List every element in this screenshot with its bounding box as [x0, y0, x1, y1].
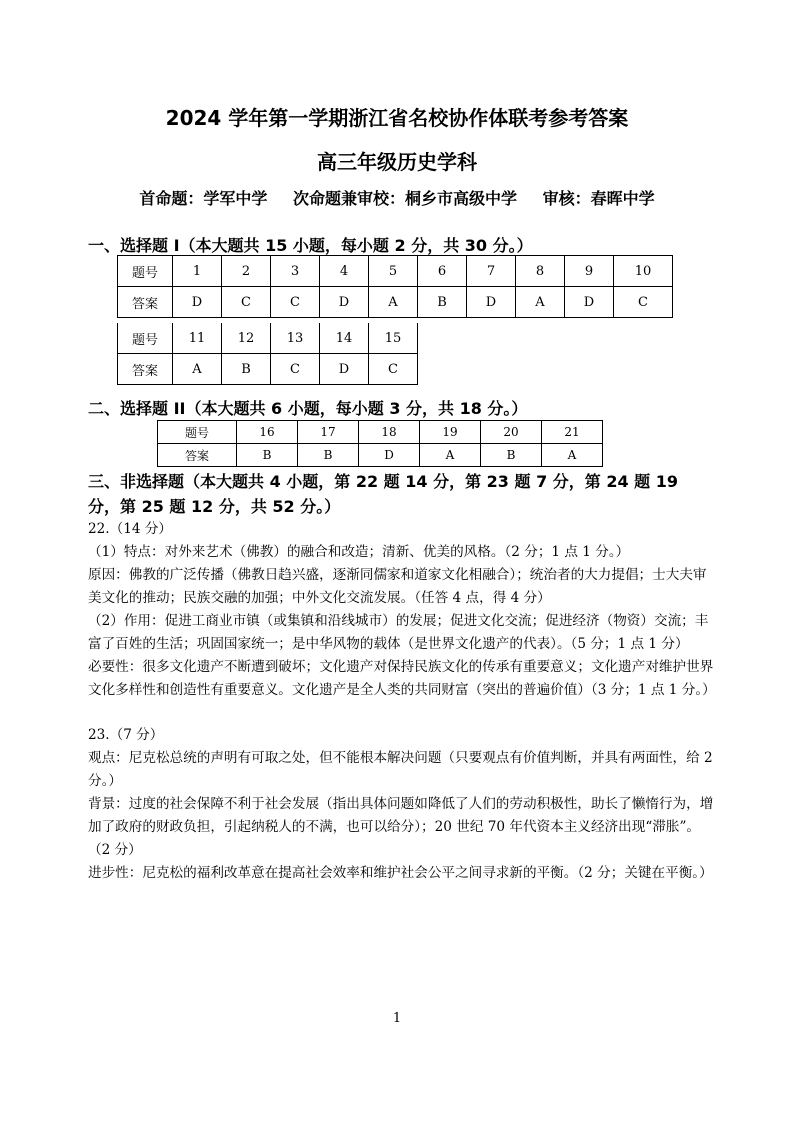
question-number: 1	[173, 256, 222, 287]
answer-cell: A	[542, 444, 603, 467]
answer-cell: B	[481, 444, 542, 467]
reviewer: 审核：春晖中学	[542, 189, 655, 208]
answer-cell: D	[320, 354, 369, 385]
first-setter: 首命题：学军中学	[139, 189, 268, 208]
question-number: 12	[222, 323, 271, 354]
table-row	[118, 287, 673, 318]
answer-table-1	[117, 255, 673, 318]
question-number: 16	[237, 421, 298, 444]
q22-part1: （1）特点：对外来艺术（佛教）的融合和改造；清新、优美的风格。（2 分；1 点 1 分。）	[88, 544, 630, 560]
question-number: 18	[359, 421, 420, 444]
setters-line	[0, 186, 794, 209]
question-number: 9	[565, 256, 614, 287]
answer-body	[88, 518, 714, 885]
answer-cell: B	[298, 444, 359, 467]
answer-cell: A	[420, 444, 481, 467]
question-number: 15	[369, 323, 418, 354]
second-setter: 次命题兼审校：桐乡市高级中学	[292, 189, 517, 208]
section3-heading: 三、非选择题（本大题共 4 小题，第 22 题 14 分，第 23 题 7 分，第 24 题 19 分，第 25 题 12 分，共 52 分。）	[88, 472, 679, 516]
question-number: 17	[298, 421, 359, 444]
row-label: 题号	[158, 421, 237, 444]
q22-part2: （2）作用：促进工商业市镇（或集镇和沿线城市）的发展；促进文化交流；促进经济（物资）交流；丰富了百姓的生活；巩固国家统一；是中华风物的载体（是世界文化遗产的代表）。（5 分；1 点 1 分）	[88, 613, 709, 652]
answer-cell: C	[369, 354, 418, 385]
answer-cell: C	[222, 287, 271, 318]
q23-label: 23.（7 分）	[88, 727, 164, 743]
document-title: 2024 学年第一学期浙江省名校协作体联考参考答案	[165, 106, 629, 130]
answer-cell: D	[320, 287, 369, 318]
question-number: 5	[369, 256, 418, 287]
answer-cell: B	[418, 287, 467, 318]
answer-cell: D	[565, 287, 614, 318]
question-number: 6	[418, 256, 467, 287]
row-label: 答案	[158, 444, 237, 467]
question-number: 4	[320, 256, 369, 287]
answer-cell: B	[237, 444, 298, 467]
q23-background: 背景：过度的社会保障不利于社会发展（指出具体问题如降低了人们的劳动积极性，助长了懒惰行为，增加了政府的财政负担，引起纳税人的不满，也可以给分）；20 世纪 70 年代资本主义经济出现“滞胀”。（2 分）	[88, 796, 714, 858]
answer-cell: C	[614, 287, 673, 318]
answer-cell: A	[516, 287, 565, 318]
row-label: 答案	[118, 354, 173, 385]
row-label: 题号	[118, 323, 173, 354]
table-row	[118, 323, 418, 354]
question-number: 14	[320, 323, 369, 354]
answer-cell: A	[173, 354, 222, 385]
answer-cell: B	[222, 354, 271, 385]
section1-heading: 一、选择题 I（本大题共 15 小题，每小题 2 分，共 30 分。）	[88, 236, 533, 255]
q22-reasons: 原因：佛教的广泛传播（佛教日趋兴盛，逐渐同儒家和道家文化相融合）；统治者的大力提倡；士大夫审美文化的推动；民族交融的加强；中外文化交流发展。（任答 4 点，得 4 分）	[88, 567, 707, 606]
question-number: 8	[516, 256, 565, 287]
answer-table-2	[157, 420, 603, 467]
answer-cell: C	[271, 287, 320, 318]
answer-cell: D	[173, 287, 222, 318]
document-subtitle: 高三年级历史学科	[317, 150, 477, 174]
q23-progress: 进步性：尼克松的福利改革意在提高社会效率和维护社会公平之间寻求新的平衡。（2 分；关键在平衡。）	[88, 865, 713, 881]
question-number: 13	[271, 323, 320, 354]
answer-cell: A	[369, 287, 418, 318]
table-row	[118, 354, 418, 385]
question-number: 7	[467, 256, 516, 287]
answer-cell: C	[271, 354, 320, 385]
question-number: 20	[481, 421, 542, 444]
question-number: 10	[614, 256, 673, 287]
q22-label: 22.（14 分）	[88, 521, 173, 537]
row-label: 答案	[118, 287, 173, 318]
section2-heading: 二、选择题 II（本大题共 6 小题，每小题 3 分，共 18 分。）	[88, 399, 528, 418]
page-number: 1	[392, 1011, 402, 1026]
q22-necessity: 必要性：很多文化遗产不断遭到破坏；文化遗产对保持民族文化的传承有重要意义；文化遗产对维护世界文化多样性和创造性有重要意义。文化遗产是全人类的共同财富（突出的普遍价值）（3 分；1 点 1 分。）	[88, 659, 716, 698]
question-number: 11	[173, 323, 222, 354]
answer-table-1b	[117, 323, 418, 385]
table-row	[118, 256, 673, 287]
question-number: 2	[222, 256, 271, 287]
answer-cell: D	[359, 444, 420, 467]
question-number: 21	[542, 421, 603, 444]
table-row	[158, 421, 603, 444]
table-row	[158, 444, 603, 467]
row-label: 题号	[118, 256, 173, 287]
question-number: 3	[271, 256, 320, 287]
question-number: 19	[420, 421, 481, 444]
q23-viewpoint: 观点：尼克松总统的声明有可取之处，但不能根本解决问题（只要观点有价值判断，并具有两面性，给 2 分。）	[88, 750, 713, 789]
answer-cell: D	[467, 287, 516, 318]
